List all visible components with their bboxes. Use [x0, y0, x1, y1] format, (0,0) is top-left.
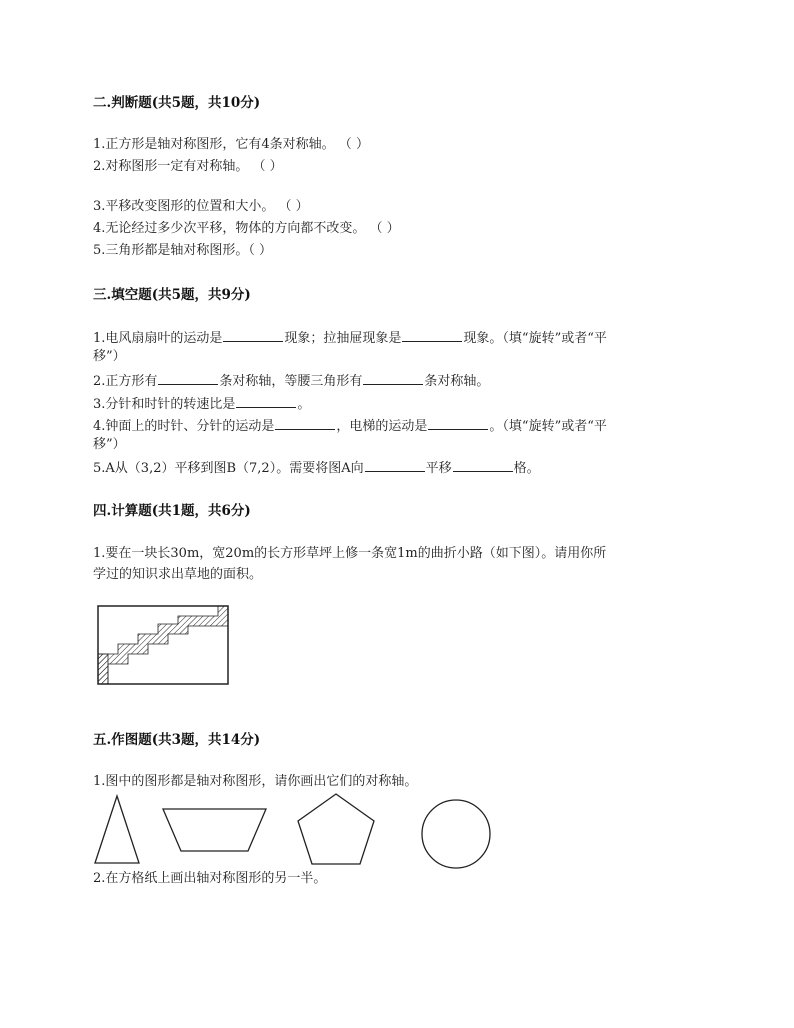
fill-q2-text-c: 条对称轴。: [424, 374, 490, 389]
fill-q1-text-b: 现象；拉抽屉现象是: [284, 331, 402, 346]
fill-q4-text-b: ，电梯的运动是: [336, 419, 428, 434]
fill-q2-text-b: 条对称轴，等腰三角形有: [219, 374, 363, 389]
answer-blank[interactable]: [158, 371, 218, 385]
answer-blank[interactable]: [275, 416, 335, 430]
section2-heading: 二.判断题(共5题，共10分): [93, 95, 261, 111]
circle-shape: [418, 796, 494, 872]
pentagon-shape: [294, 791, 378, 867]
draw-question-2: 2.在方格纸上画出轴对称图形的另一半。: [93, 871, 327, 886]
answer-blank[interactable]: [236, 394, 296, 408]
fill-q5-text-b: 平移: [425, 461, 452, 476]
fill-q5-text-a: 5.A从（3,2）平移到图B（7,2）。需要将图A向: [93, 461, 364, 476]
calc-question-1-line2: 学过的知识求出草地的面积。: [93, 567, 263, 582]
fill-q2-text-a: 2.正方形有: [93, 374, 158, 389]
fill-question-3: [93, 394, 310, 414]
answer-blank[interactable]: [428, 416, 488, 430]
fill-q5-text-c: 格。: [513, 461, 540, 476]
isosceles-triangle-shape: [92, 793, 142, 867]
section3-heading: 三.填空题(共5题，共9分): [93, 287, 251, 303]
fill-q4-text-c: 。（填“旋转”或者“平: [489, 419, 607, 434]
draw-question-1: 1.图中的图形都是轴对称图形，请你画出它们的对称轴。: [93, 774, 418, 789]
fill-question-1-cont: 移”）: [93, 349, 126, 364]
judge-question-2: 2.对称图形一定有对称轴。 （ ）: [93, 159, 283, 174]
fill-question-2: [93, 371, 489, 391]
section5-heading: 五.作图题(共3题，共14分): [93, 732, 261, 748]
fill-question-4-cont: 移”）: [93, 437, 126, 452]
answer-blank[interactable]: [453, 458, 513, 472]
section4-heading: 四.计算题(共1题，共6分): [93, 503, 251, 519]
judge-question-3: 3.平移改变图形的位置和大小。 （ ）: [93, 199, 309, 214]
fill-q1-text-a: 1.电风扇扇叶的运动是: [93, 331, 223, 346]
fill-question-4: [93, 416, 607, 436]
calc-question-1-line1: 1.要在一块长30m，宽20m的长方形草坪上修一条宽1m的曲折小路（如下图）。请用你所: [93, 546, 607, 561]
answer-blank[interactable]: [365, 458, 425, 472]
lawn-path-figure: [96, 604, 232, 688]
judge-question-1: 1.正方形是轴对称图形，它有4条对称轴。 （ ）: [93, 137, 369, 152]
answer-blank[interactable]: [363, 371, 423, 385]
answer-blank[interactable]: [402, 328, 462, 342]
fill-q1-text-c: 现象。（填“旋转”或者“平: [463, 331, 607, 346]
fill-q3-text-b: 。: [297, 397, 311, 412]
fill-q3-text-a: 3.分针和时针的转速比是: [93, 397, 236, 412]
fill-question-5: [93, 458, 540, 478]
fill-q4-text-a: 4.钟面上的时针、分针的运动是: [93, 419, 275, 434]
answer-blank[interactable]: [223, 328, 283, 342]
judge-question-5: 5.三角形都是轴对称图形。（ ）: [93, 243, 273, 258]
judge-question-4: 4.无论经过多少次平移，物体的方向都不改变。 （ ）: [93, 221, 400, 236]
trapezoid-shape: [160, 805, 270, 855]
fill-question-1: [93, 328, 607, 348]
